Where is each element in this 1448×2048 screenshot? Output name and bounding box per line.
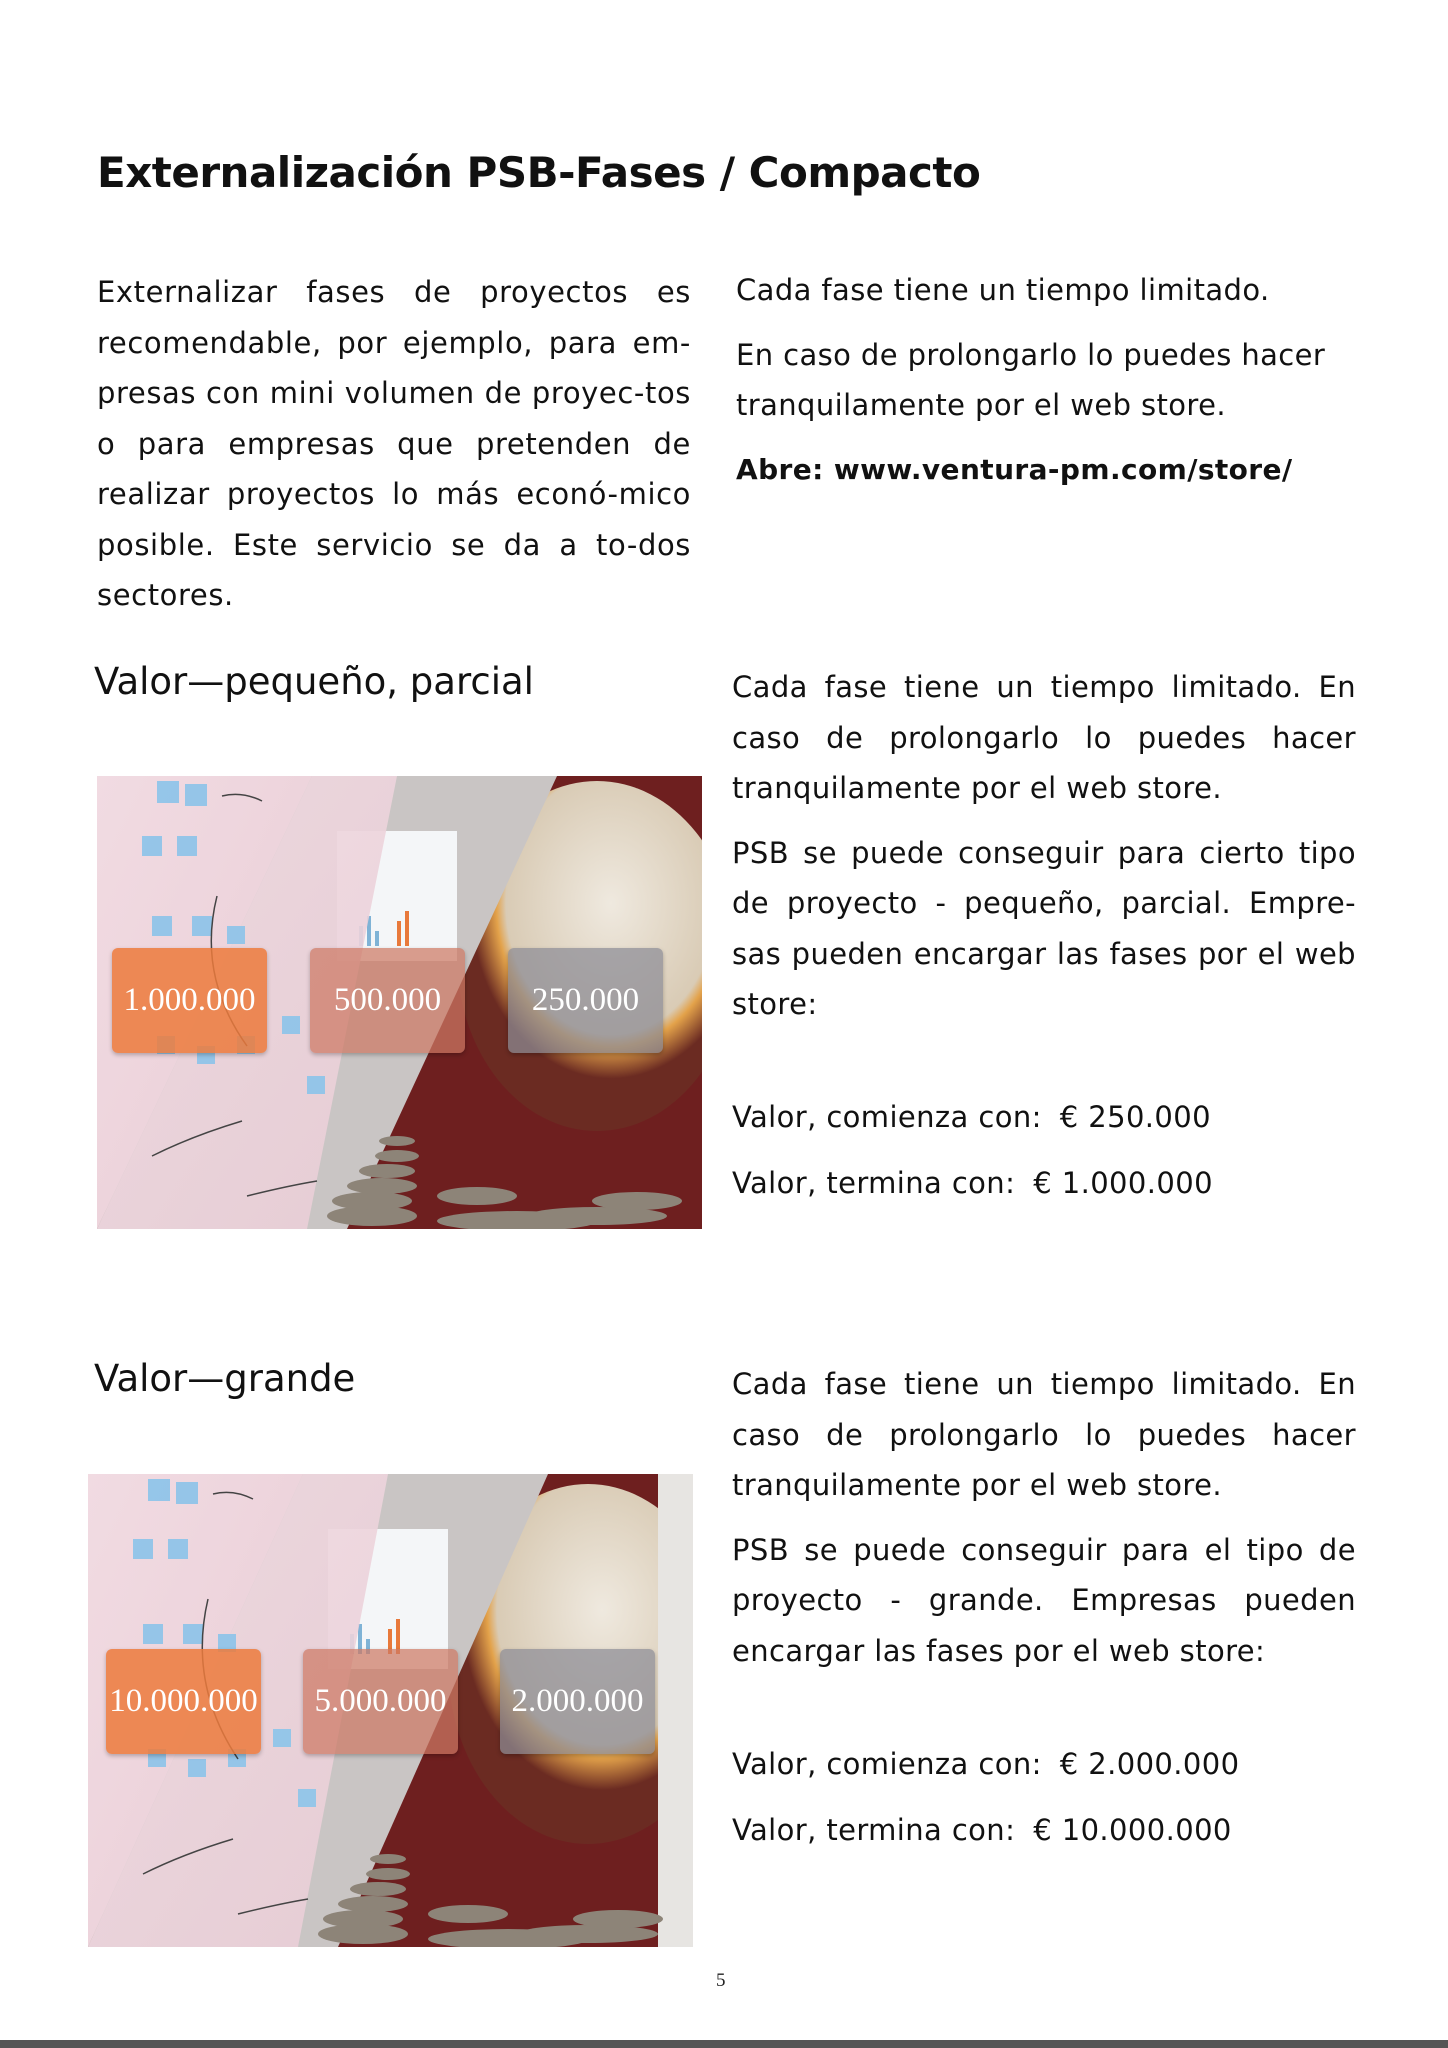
value-start-amount: € 250.000 xyxy=(1059,1100,1211,1134)
value-image-large xyxy=(88,1474,693,1947)
value-tag-3: 2.000.000 xyxy=(500,1649,655,1754)
section-small-values xyxy=(732,1100,1213,1232)
section-small-description xyxy=(732,662,1356,1044)
value-end-row xyxy=(732,1813,1239,1879)
intro-right-line-1: Cada fase tiene un tiempo limitado. xyxy=(736,273,1270,307)
value-end-amount: € 10.000.000 xyxy=(1033,1813,1232,1847)
value-end-row xyxy=(732,1166,1213,1232)
intro-right-line-2: En caso de prolongarlo lo puedes hacer tranquilamente por el web store. xyxy=(736,337,1326,422)
bottom-divider xyxy=(0,2040,1448,2048)
store-link[interactable]: Abre: www.ventura-pm.com/store/ xyxy=(736,452,1293,486)
value-tag-2: 500.000 xyxy=(310,948,465,1053)
value-start-row xyxy=(732,1100,1213,1166)
value-start-label: Valor, comienza con: xyxy=(732,1100,1042,1134)
value-image-small xyxy=(97,776,702,1229)
page-number: 5 xyxy=(716,1970,726,1991)
value-end-label: Valor, termina con: xyxy=(732,1166,1016,1200)
section-large-description xyxy=(732,1359,1356,1690)
value-tag-1: 1.000.000 xyxy=(112,948,267,1053)
section-heading-small: Valor—pequeño, parcial xyxy=(94,660,534,703)
intro-paragraph: Externalizar fases de proyectos es recomendable, por ejemplo, para em-presas con mini volumen de proyec-tos o para empresas que pretenden de realizar proyectos lo más econó-mico posible. Este servicio se da a to-dos sectores. xyxy=(97,275,691,612)
value-start-amount: € 2.000.000 xyxy=(1059,1747,1240,1781)
value-start-row xyxy=(732,1747,1239,1813)
section-heading-large: Valor—grande xyxy=(94,1357,356,1400)
section-small-para-2: PSB se puede conseguir para cierto tipo de proyecto - pequeño, parcial. Empre-sas pueden encargar las fases por el web store: xyxy=(732,835,1356,1021)
section-large-values xyxy=(732,1747,1239,1879)
value-tag-1: 10.000.000 xyxy=(106,1649,261,1754)
value-end-amount: € 1.000.000 xyxy=(1033,1166,1213,1200)
value-start-label: Valor, comienza con: xyxy=(732,1747,1042,1781)
section-small-para-1: Cada fase tiene un tiempo limitado. En caso de prolongarlo lo puedes hacer tranquilamente por el web store. xyxy=(732,670,1356,805)
page-title: Externalización PSB-Fases / Compacto xyxy=(97,148,981,197)
section-large-para-1: Cada fase tiene un tiempo limitado. En caso de prolongarlo lo puedes hacer tranquilamente por el web store. xyxy=(732,1367,1356,1502)
intro-right-column xyxy=(736,265,1356,495)
value-end-label: Valor, termina con: xyxy=(732,1813,1016,1847)
value-tag-2: 5.000.000 xyxy=(303,1649,458,1754)
section-large-para-2: PSB se puede conseguir para el tipo de proyecto - grande. Empresas pueden encargar las fases por el web store: xyxy=(732,1532,1356,1668)
value-tag-3: 250.000 xyxy=(508,948,663,1053)
